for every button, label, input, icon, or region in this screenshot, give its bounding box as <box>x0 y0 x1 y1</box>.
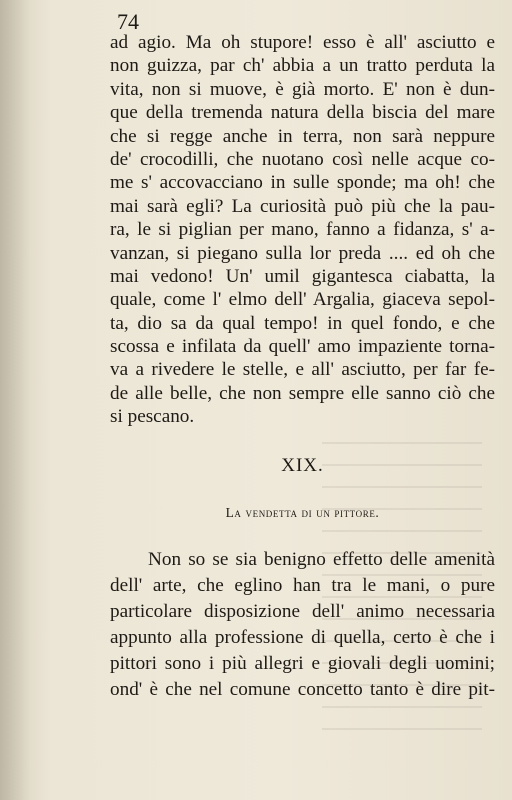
text-line: de alle belle, che non sempre elle sanno ciò che <box>110 382 495 404</box>
text-line: pittori sono i più allegri e giovali degli uomini; <box>110 653 495 674</box>
text-line: ad agio. Ma oh stupore! esso è all' asciutto e <box>110 32 495 53</box>
text-line: ta, dio sa da qual tempo! in quel fondo, e che <box>110 312 495 334</box>
text-line: mai sarà egli? La curiosità può più che la pau- <box>110 195 495 217</box>
text-line: Non so se sia benigno effetto delle amenità <box>148 549 495 570</box>
text-line: vanzan, si piegano sulla lor preda .... ed oh che <box>110 242 495 264</box>
section-title: La vendetta di un pittore. <box>225 505 380 520</box>
text-line: vita, non si muove, è già morto. E' non è dun- <box>110 78 495 100</box>
page-number: 74 <box>117 9 139 34</box>
text-line: ond' è che nel comune concetto tanto è dire pit- <box>110 679 495 700</box>
text-line: appunto alla professione di quella, certo è che i <box>110 627 495 648</box>
text-line: che si regge anche in terra, non sarà neppure <box>110 125 495 147</box>
text-line: de' crocodilli, che nuotano così nelle acque co- <box>110 148 495 170</box>
text-line: si pescano. <box>110 406 195 428</box>
page-gutter-shadow <box>0 0 30 800</box>
section-number: XIX. <box>281 455 324 476</box>
text-line: particolare disposizione dell' animo necessaria <box>110 601 495 622</box>
text-line: dell' arte, che eglino han tra le mani, o pure <box>110 575 495 596</box>
text-line: me s' accovacciano in sulle sponde; ma oh! che <box>110 172 495 194</box>
paragraph-1 <box>110 31 495 429</box>
text-line: mai vedono! Un' umil gigantesca ciabatta, la <box>110 265 495 287</box>
paragraph-2 <box>110 547 495 707</box>
text-line: scossa e infilata da quell' amo impaziente torna- <box>110 336 495 358</box>
text-line: que della tremenda natura della biscia del mare <box>110 102 495 124</box>
text-line: non guizza, par ch' abbia a un tratto perduta la <box>110 55 495 77</box>
text-line: quale, come l' elmo dell' Argalia, giaceva sepol- <box>110 289 495 311</box>
text-line: va a rivedere le stelle, e all' asciutto, per far fe- <box>110 359 495 381</box>
text-line: ra, le si piglian per mano, fanno a fidanza, s' a- <box>110 219 495 241</box>
